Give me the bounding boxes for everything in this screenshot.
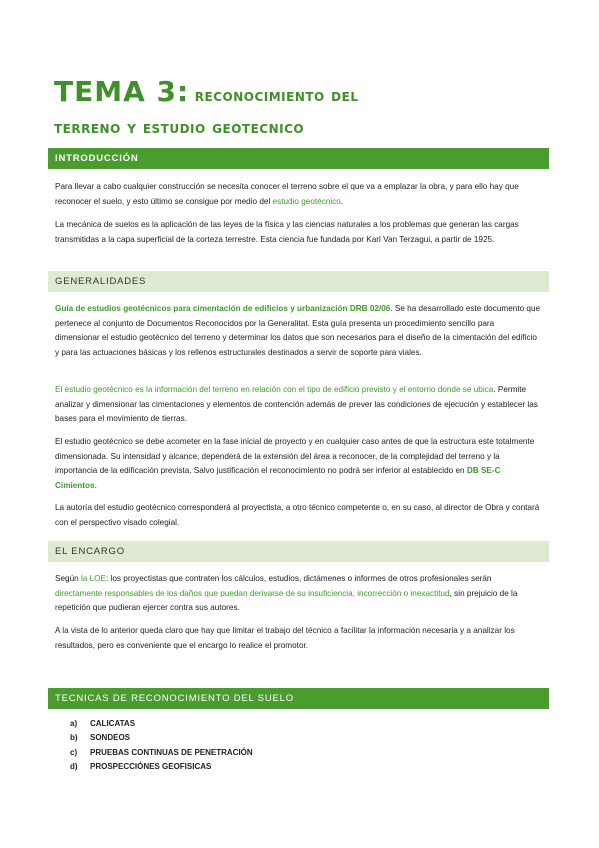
encargo-p1-text-b: : los proyectistas que contraten los cálculos, estudios, dictámenes o informes de otros profesionales serán xyxy=(105,574,492,583)
estudio-geotecnico-link[interactable]: estudio geotécnico xyxy=(272,196,341,206)
list-item xyxy=(70,760,253,774)
estudio-definicion-link[interactable]: El estudio geotécnico es la información del terreno en relación con el tipo de edificio previsto y el entorno donde se ubica xyxy=(55,385,494,394)
generalidades-paragraph-3 xyxy=(55,435,541,493)
intro-p1-end: . xyxy=(340,196,344,206)
encargo-p1-text-c: , sin prejuicio de la repetición que pudieran ejercer contra sus autores. xyxy=(55,588,518,613)
loe-link[interactable]: la LOE xyxy=(80,574,106,583)
list-item-label: CALICATAS xyxy=(90,719,136,728)
title-text-1: reconocimiento del xyxy=(194,86,359,106)
title-text-2: terreno y estudio geotecnico xyxy=(54,118,305,138)
section-header-tecnicas: TECNICAS DE RECONOCIMIENTO DEL SUELO xyxy=(48,688,549,709)
list-item xyxy=(70,746,253,760)
intro-paragraph-1 xyxy=(55,180,541,209)
generalidades-paragraph-1 xyxy=(55,302,541,360)
list-item xyxy=(70,717,253,731)
section-header-encargo: EL ENCARGO xyxy=(48,541,549,562)
document-title xyxy=(54,76,554,144)
list-marker: a) xyxy=(70,719,78,728)
encargo-paragraph-2: A la vista de lo anterior queda claro que hay que limitar el trabajo del técnico a facilitar la información necesaria y a analizar los resultados, pero es conveniente que el encargo lo realice el promotor. xyxy=(55,626,515,650)
intro-paragraph-2: La mecánica de suelos es la aplicación de las leyes de la física y las ciencias naturales a los problemas que generan las cargas transmitidas a la capa superficial de la corteza terrestre. Esta ciencia fue fundada por Karl Van Terzagui, a partir de 1925. xyxy=(55,220,519,244)
generalidades-paragraph-4: La autoría del estudio geotécnico corresponderá al proyectista, a otro técnico competente o, en su caso, al director de Obra y contará con el perspectivo visado colegial. xyxy=(55,503,540,527)
generalidades-p3-end: . xyxy=(94,480,97,490)
list-item-label: SONDEOS xyxy=(90,733,131,743)
section-header-generalidades: GENERALIDADES xyxy=(48,271,549,292)
intro-p1-text: Para llevar a cabo cualquier construcción se necesita conocer el terreno sobre el que va a emplazar la obra, y para ello hay que reconocer el suelo, y esto último se consigue por medio del xyxy=(55,182,519,206)
generalidades-p2-text: . Permite analizar y dimensionar las cimentaciones y elementos de contención además de prever las condiciones de ejecución y establecer las bases para el movimiento de tierras. xyxy=(55,385,538,424)
generalidades-p3-text: El estudio geotécnico se debe acometer en la fase inicial de proyecto y en cualquier caso antes de que la estructura este totalmente dimensionada. Su intensidad y alcance, dependerá de la extensión del área a reconocer, de la complejidad del terreno y la importancia de la edificación prevista. Salvo justificación el reconocimiento no podrá ser inferior al establecido en xyxy=(55,437,535,476)
list-marker: c) xyxy=(70,747,78,757)
generalidades-paragraph-2 xyxy=(55,383,541,427)
responsables-link[interactable]: directamente responsables de los daños que puedan derivarse de su insuficiencia, incorrección o inexactitud xyxy=(55,588,450,598)
title-number: TEMA 3: xyxy=(54,75,190,108)
list-marker: d) xyxy=(70,761,78,771)
list-item-label: PROSPECCIÓNES GEOFISICAS xyxy=(90,761,212,771)
list-marker: b) xyxy=(70,733,78,743)
encargo-paragraph-1 xyxy=(55,572,541,616)
encargo-p1-text-a: Según xyxy=(55,574,81,583)
generalidades-p1-text: . Se ha desarrollado este documento que pertenece al conjunto de Documentos Reconocidos por la Generalitat. Esta guía presenta un procedimiento sencillo para dimensionar el estudio geotécnico del terreno y determinar los datos que son necesarios para el diseño de la cimentación del edificio y para las actuaciones básicas y los rellenos estructurales destinados a servir de soporte para viales. xyxy=(55,304,541,357)
tecnicas-list xyxy=(70,717,253,774)
list-item xyxy=(70,731,253,745)
section-header-introduccion: INTRODUCCIÓN xyxy=(48,148,549,169)
title-line-1 xyxy=(54,76,554,112)
db-se-c-link[interactable]: DB SE-C Cimientos xyxy=(55,466,501,490)
guia-drb-link[interactable]: Guía de estudios geotécnicos para cimentación de edificios y urbanización DRB 02/06 xyxy=(55,304,391,313)
list-item-label: PRUEBAS CONTINUAS DE PENETRACIÓN xyxy=(90,747,253,757)
